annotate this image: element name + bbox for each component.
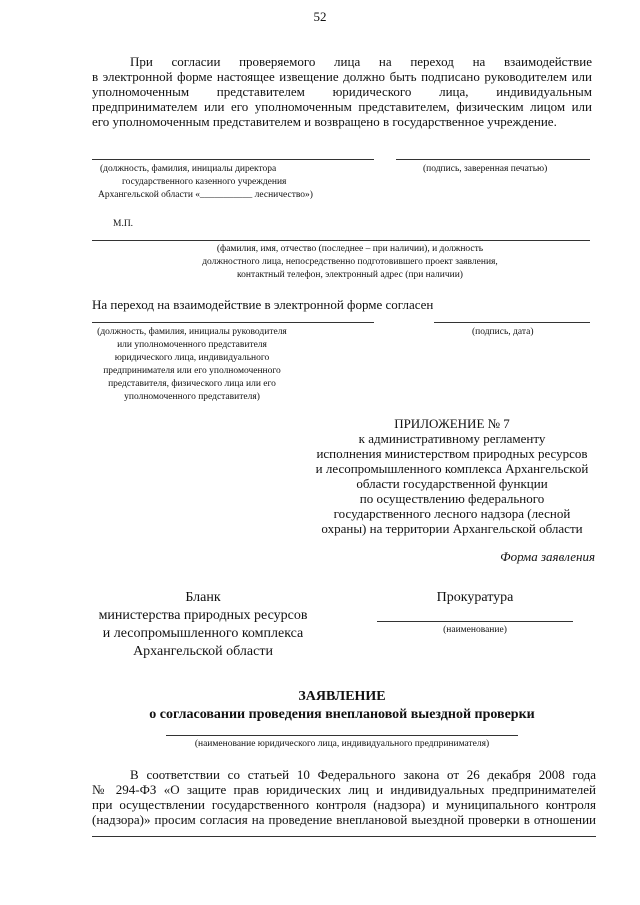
director-line	[92, 159, 374, 160]
document-title: ЗАЯВЛЕНИЕ	[298, 689, 386, 704]
consent-line: На переход на взаимодействие в электронной форме согласен	[92, 297, 434, 312]
mp-label: М.П.	[113, 219, 134, 229]
caption-line: предпринимателя или его уполномоченного	[103, 366, 281, 376]
director-caption-line: (должность, фамилия, инициалы директора	[100, 164, 277, 174]
appendix-title: ПРИЛОЖЕНИЕ № 7	[394, 416, 510, 431]
director-caption-line: Архангельской области «___________ лесничество»)	[98, 190, 313, 200]
preparer-caption-line: (фамилия, имя, отчество (последнее – при наличии), и должность	[216, 244, 484, 254]
entity-caption: (наименование юридического лица, индивидуального предпринимателя)	[194, 739, 490, 749]
letterhead-line: Архангельской области	[133, 644, 273, 659]
caption-line: (должность, фамилия, инициалы руководителя	[97, 327, 287, 337]
paragraph-line: (надзора)» просим согласия на проведение внеплановой выездной проверки в отношении	[92, 812, 596, 827]
paragraph-line: В соответствии со статьей 10 Федерального закона от 26 декабря 2008 года	[130, 767, 596, 782]
letterhead-line: Бланк	[185, 590, 221, 605]
caption-line: юридического лица, индивидуального	[114, 353, 270, 363]
signature-line	[396, 159, 590, 160]
paragraph-line: предпринимателем или его уполномоченным представителем, физическим лицом или	[92, 99, 592, 114]
paragraph-line: № 294-ФЗ «О защите прав юридических лиц и индивидуальных предпринимателей	[92, 782, 596, 797]
appendix-line: государственного лесного надзора (лесной	[333, 506, 571, 521]
paragraph-line: в электронной форме настоящее извещение должно быть подписано руководителем или	[92, 69, 592, 84]
paragraph-line: При согласии проверяемого лица на переход на взаимодействие	[130, 54, 592, 69]
prosecutor-label: Прокуратура	[436, 590, 514, 605]
appendix-line: охраны) на территории Архангельской области	[321, 521, 583, 536]
caption-line: или уполномоченного представителя	[117, 340, 267, 350]
caption-line: представителя, физического лица или его	[108, 379, 276, 389]
preparer-caption-line: должностного лица, непосредственно подготовившего проект заявления,	[202, 257, 498, 267]
document-subtitle: о согласовании проведения внеплановой выездной проверки	[149, 707, 535, 722]
appendix-line: исполнения министерством природных ресурсов	[316, 446, 588, 461]
appendix-line: к административному регламенту	[358, 431, 546, 446]
form-label: Форма заявления	[500, 549, 595, 564]
appendix-line: по осуществлению федерального	[359, 491, 545, 506]
director-caption-line: государственного казенного учреждения	[122, 177, 287, 187]
page-number: 52	[313, 9, 327, 24]
prosecutor-name-line	[377, 621, 573, 622]
letterhead-line: и лесопромышленного комплекса	[102, 626, 304, 641]
caption-line: уполномоченного представителя)	[124, 392, 260, 402]
preparer-caption-line: контактный телефон, электронный адрес (при наличии)	[237, 270, 463, 280]
signature-seal-caption: (подпись, заверенная печатью)	[423, 164, 548, 174]
paragraph-line: при осуществлении государственного контроля (надзора) и муниципального контроля	[92, 797, 596, 812]
paragraph-line: его уполномоченным представителем и возвращено в государственное учреждение.	[92, 114, 557, 129]
name-caption: (наименование)	[443, 625, 507, 635]
paragraph-line: уполномоченным представителем юридического лица, индивидуальным	[92, 84, 592, 99]
preparer-line	[92, 240, 590, 241]
representative-line	[92, 322, 374, 323]
appendix-line: и лесопромышленного комплекса Архангельской	[315, 461, 589, 476]
appendix-line: области государственной функции	[356, 476, 548, 491]
body-blank-line	[92, 836, 596, 837]
signature-date-caption: (подпись, дата)	[472, 327, 534, 337]
letterhead-line: министерства природных ресурсов	[98, 608, 308, 623]
signature-date-line	[434, 322, 590, 323]
entity-line	[166, 735, 518, 736]
